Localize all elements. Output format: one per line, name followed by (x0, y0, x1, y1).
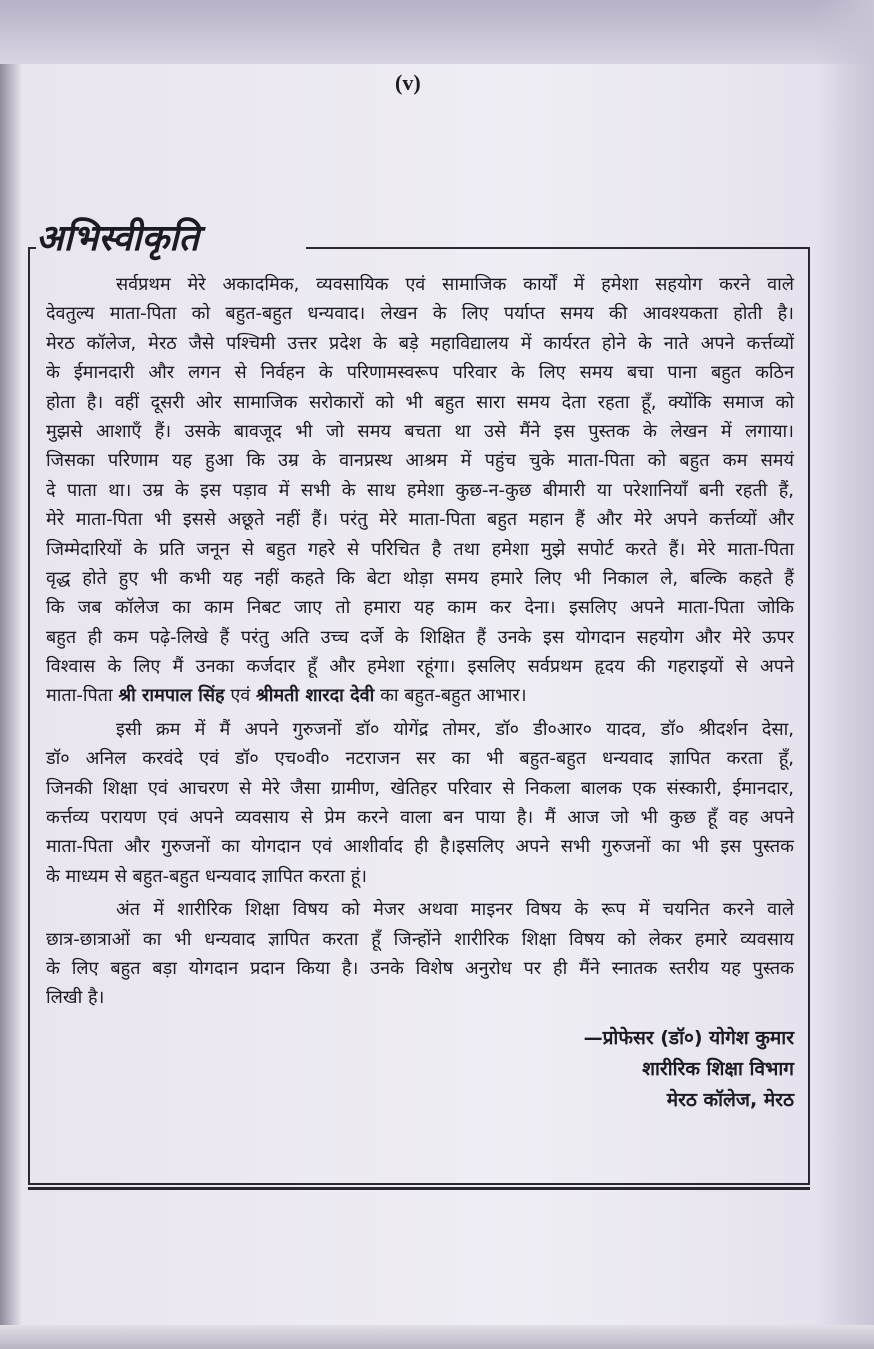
text-line: कि जब कॉलेज का काम निबट जाए तो हमारा यह काम कर देना। इसलिए अपने माता-पिता जोकि (46, 597, 794, 619)
text-line: के माध्यम से बहुत-बहुत धन्यवाद ज्ञापित करता हूं। (46, 865, 368, 887)
text-line: लिखी है। (46, 987, 105, 1009)
acknowledgement-body (46, 270, 794, 1116)
text-line: छात्र-छात्राओं का भी धन्यवाद ज्ञापित करता हूँ जिन्होंने शारीरिक शिक्षा विषय को लेकर हमारे व्यवसाय (46, 928, 794, 950)
scan-bottom-edge (0, 1325, 874, 1349)
parent-name: श्रीमती शारदा देवी (256, 685, 375, 707)
text-line: जिम्मेदारियों के प्रति जनून से बहुत गहरे से परिचित है तथा हमेशा मुझे सपोर्ट करते हैं। मेरे माता-पिता (46, 538, 794, 560)
text-line: इसी क्रम में मैं अपने गुरुजनों डॉ० योगेंद्र तोमर, डॉ० डी०आर० यादव, डॉ० श्रीदर्शन देसा, (116, 718, 794, 740)
paragraph-1 (46, 270, 794, 711)
text-segment: का बहुत-बहुत आभार। (374, 685, 527, 707)
text-line: कर्त्तव्य परायण एवं अपने व्यवसाय से प्रेम करने वाला बन पाया है। मैं आज जो भी कुछ हूँ वह अपने (46, 807, 794, 829)
signature-name: —प्रोफेसर (डॉ०) योगेश कुमार (583, 1026, 794, 1049)
text-line: जिसका परिणाम यह हुआ कि उम्र के वानप्रस्थ आश्रम में पहुंच चुके माता-पिता को बहुत कम समयं (46, 450, 794, 472)
frame-bottom-rule (28, 1187, 810, 1190)
page-number: (v) (395, 70, 421, 95)
text-line: अंत में शारीरिक शिक्षा विषय को मेजर अथवा माइनर विषय के रूप में चयनित करने वाले (116, 899, 794, 921)
signature-department: शारीरिक शिक्षा विभाग (642, 1057, 794, 1080)
text-line: मेरे माता-पिता भी इससे अछूते नहीं हैं। परंतु मेरे माता-पिता बहुत महान हैं और मेरे अपने कर्त्तव्यों और (46, 509, 794, 531)
text-segment: माता-पिता (46, 685, 119, 707)
scan-right-edge (814, 0, 874, 1349)
page-heading: अभिस्वीकृति (36, 218, 199, 259)
text-line: के लिए बहुत बड़ा योगदान प्रदान किया है। उनके विशेष अनुरोध पर ही मैंने स्नातक स्तरीय यह पुस्तक (46, 957, 794, 979)
text-line: डॉ० अनिल करवंदे एवं डॉ० एच०वी० नटराजन सर का भी बहुत-बहुत धन्यवाद ज्ञापित करता हूँ, (46, 748, 794, 770)
text-segment: एवं (224, 685, 256, 707)
text-line: जिनकी शिक्षा एवं आचरण से मेरे जैसा ग्रामीण, खेतिहर परिवार से निकला बालक एक संस्कारी, ईमानदार, (46, 777, 794, 799)
paragraph-2 (46, 715, 794, 891)
text-line: के ईमानदारी और लगन से निर्वहन के परिणामस्वरूप परिवार के लिए समय बचा पाना बहुत कठिन (46, 362, 794, 384)
text-line: वृद्ध होते हुए भी कभी यह नहीं कहते कि बेटा थोड़ा समय हमारे लिए भी निकाल ले, बल्कि कहते हैं (46, 567, 794, 589)
text-line: देवतुल्य माता-पिता को बहुत-बहुत धन्यवाद। लेखन के लिए पर्याप्त समय की आवश्यकता होती है। (46, 303, 794, 325)
scan-top-edge (0, 0, 874, 64)
signature-block (46, 1023, 794, 1116)
text-line: दे पाता था। उम्र के इस पड़ाव में सभी के साथ हमेशा कुछ-न-कुछ बीमारी या परेशानियाँ बनी रहती हैं, (46, 479, 794, 501)
text-line: होता है। वहीं दूसरी ओर सामाजिक सरोकारों को भी बहुत सारा समय देता रहता हूँ, क्योंकि समाज को (46, 391, 794, 413)
parent-name: श्री रामपाल सिंह (118, 685, 225, 707)
text-line: सर्वप्रथम मेरे अकादमिक, व्यवसायिक एवं सामाजिक कार्यों में हमेशा सहयोग करने वाले (116, 274, 794, 295)
text-line: मेरठ कॉलेज, मेरठ जैसे पश्चिमी उत्तर प्रदेश के बड़े महाविद्यालय में कार्यरत होने के नाते अपने कर्त्तव्यों (46, 332, 794, 354)
text-line: विश्वास के लिए मैं उनका कर्जदार हूँ और हमेशा रहूंगा। इसलिए सर्वप्रथम हृदय की गहराइयों से अपने (46, 656, 794, 678)
text-line: मुझसे आशाएँ हैं। उसके बावजूद भी जो समय बचता था उसे मैंने इस पुस्तक के लेखन में लगाया। (46, 420, 794, 442)
text-line-closing (46, 681, 794, 710)
signature-institution: मेरठ कॉलेज, मेरठ (666, 1088, 794, 1111)
paragraph-3 (46, 895, 794, 1013)
text-line: माता-पिता और गुरुजनों का योगदान एवं आशीर्वाद ही है।इसलिए अपने सभी गुरुजनों का भी इस पुस्तक (46, 836, 794, 858)
text-line: बहुत ही कम पढ़े-लिखे हैं परंतु अति उच्च दर्जे के शिक्षित हैं उनके इस योगदान सहयोग और मेरे ऊपर (46, 626, 794, 648)
